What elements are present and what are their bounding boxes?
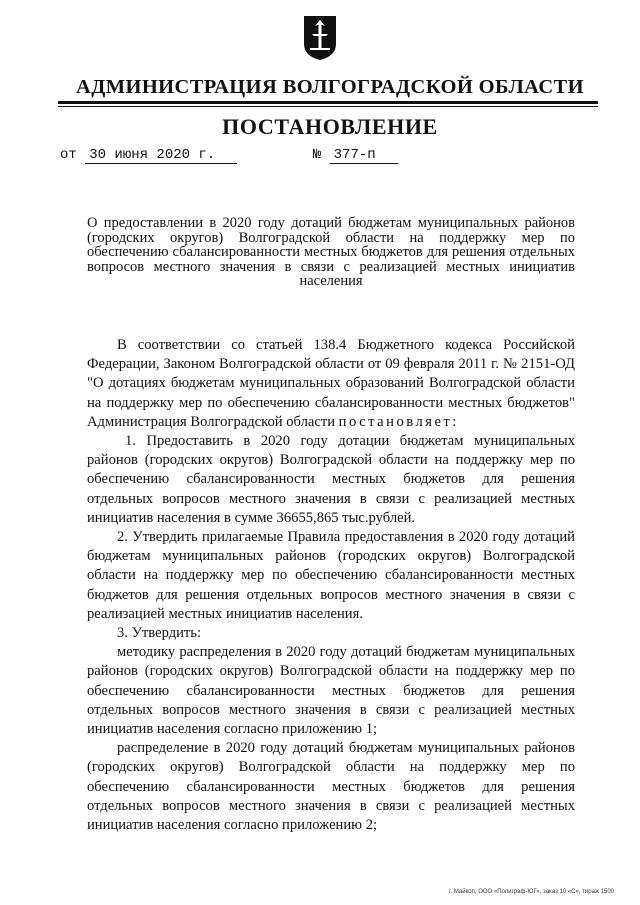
document-type-title: ПОСТАНОВЛЕНИЕ xyxy=(222,114,438,139)
item-1-paragraph: 1. Предоставить в 2020 году дотации бюджетам муниципальных районов (городских округов) Волгоградской области на поддержку мер по обеспечению сбалансированности местных бюджетов для решения отдельных вопросов местного значения в связи с реализацией местных инициатив населения в сумме 36655,865 тыс.рублей. xyxy=(87,433,575,526)
organization-title: АДМИНИСТРАЦИЯ ВОЛГОГРАДСКОЙ ОБЛАСТИ xyxy=(76,76,584,98)
date-prefix: от xyxy=(60,147,77,163)
document-subject: О предоставлении в 2020 году дотаций бюджетам муниципальных районов (городских округов) Волгоградской области на поддержку мер по обеспечению сбалансированности местных бюджетов для решения отдельных вопросов местного значения в связи с реализацией местных инициатив населения xyxy=(87,215,575,289)
item-3b-paragraph: распределение в 2020 году дотаций бюджетам муниципальных районов (городских округов) Волгоградской области на поддержку мер по обеспечению сбалансированности местных бюджетов для решения отдельных вопросов местного значения в связи с реализацией местных инициатив населения согласно приложению 2; xyxy=(87,740,575,834)
header-rule-thick xyxy=(58,101,598,104)
preamble-text: В соответствии со статьей 138.4 Бюджетного кодекса Российской Федерации, Законом Волгоградской области от 09 февраля 2011 г. № 2151-ОД "О дотациях бюджетам муниципальных образований Волгоградской области на поддержку мер по обеспечению сбалансированности местных бюджетов" Администрация Волгоградской области xyxy=(87,337,575,430)
document-number: 377-п xyxy=(330,147,398,164)
header-rule-thin xyxy=(58,106,598,107)
preamble-paragraph xyxy=(87,336,575,432)
print-footer: г. Майкоп, ООО «Полиграф-ЮГ», заказ 10 «С», тираж 1500 xyxy=(449,889,614,895)
number-prefix: № xyxy=(312,147,322,163)
resolves-word: постановляет: xyxy=(338,413,459,430)
item-3a-paragraph: методику распределения в 2020 году дотаций бюджетам муниципальных районов (городских округов) Волгоградской области на поддержку мер по обеспечению сбалансированности местных бюджетов для решения отдельных вопросов местного значения в связи с реализацией местных инициатив населения согласно приложению 1; xyxy=(87,644,575,738)
coat-of-arms-icon xyxy=(302,14,338,62)
document-date-number-line xyxy=(60,147,398,164)
document-date: 30 июня 2020 г. xyxy=(85,147,237,164)
item-3-paragraph: 3. Утвердить: xyxy=(117,625,202,642)
document-body xyxy=(87,336,575,835)
item-2-paragraph: 2. Утвердить прилагаемые Правила предоставления в 2020 году дотаций бюджетам муниципальных районов (городских округов) Волгоградской области на поддержку мер по обеспечению сбалансированности местных бюджетов для решения отдельных вопросов местного значения в связи с реализацией местных инициатив населения. xyxy=(87,529,575,622)
